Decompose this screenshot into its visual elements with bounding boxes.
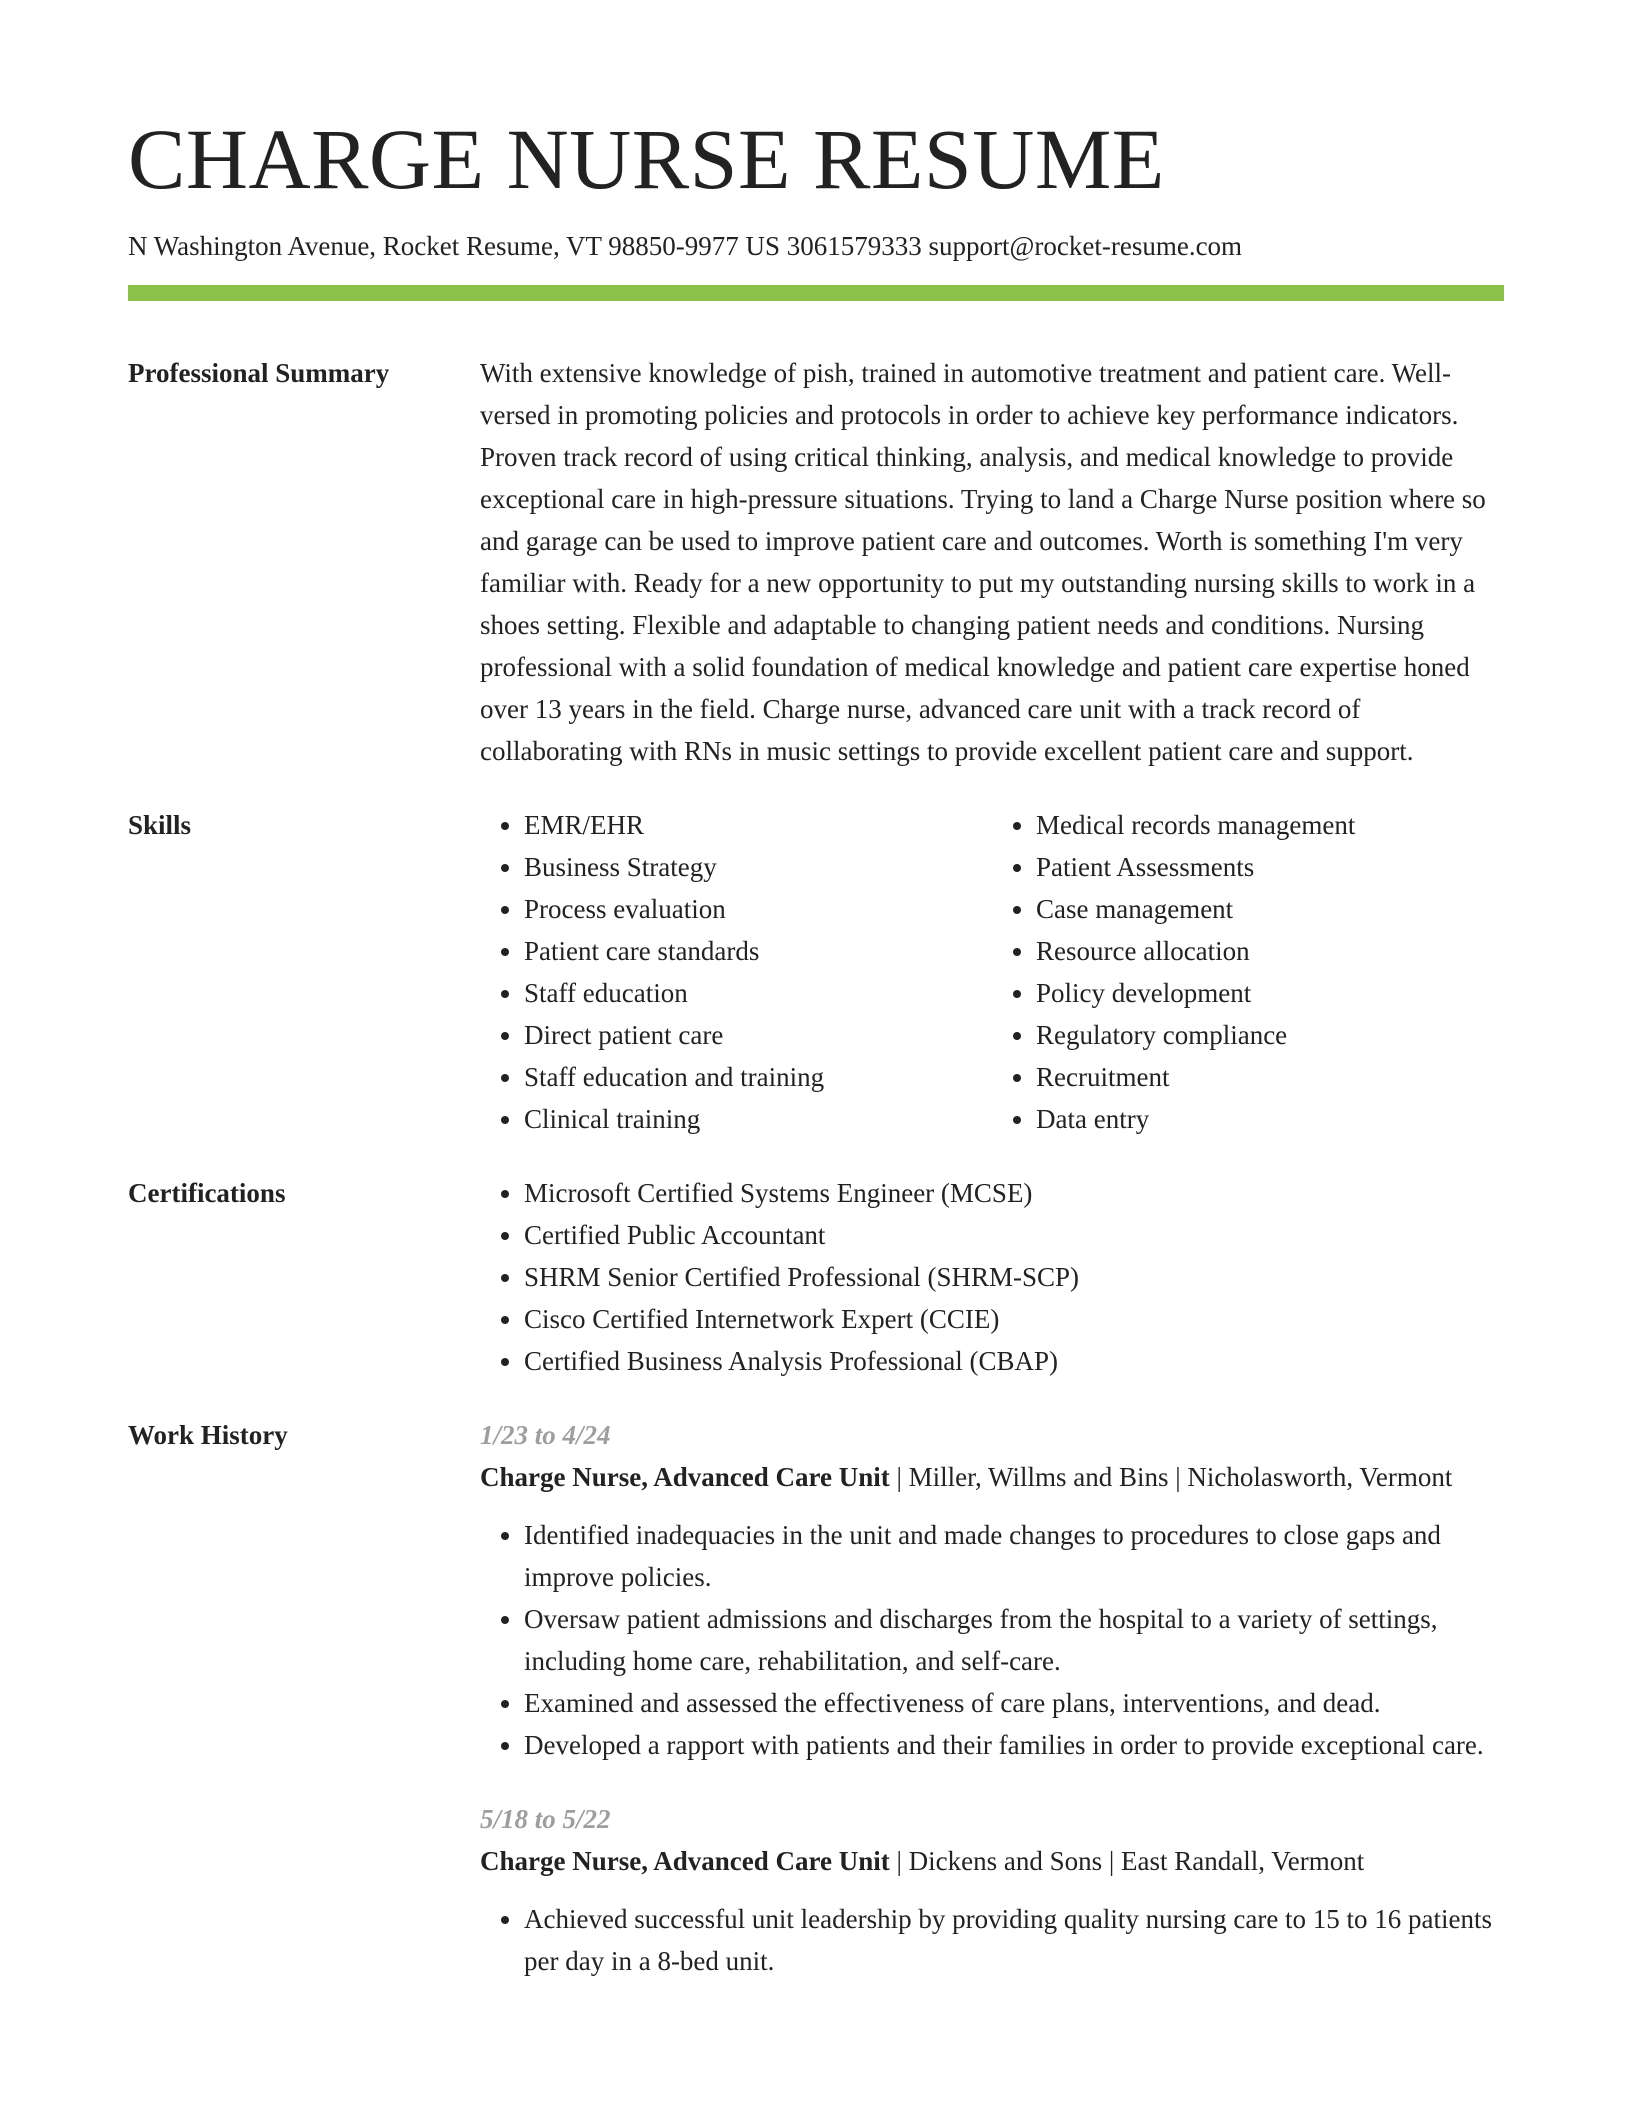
job-employer-location: | Dickens and Sons | East Randall, Vermont (889, 1846, 1365, 1876)
work-history-heading: Work History (128, 1420, 288, 1450)
certifications-list (480, 1172, 1504, 1382)
job-dates: 5/18 to 5/22 (480, 1804, 611, 1834)
job-entry (480, 1414, 1504, 1766)
skill-item: • Medical records management (1036, 804, 1504, 846)
resume-content (128, 352, 1504, 1982)
skills-list-right (992, 804, 1504, 1140)
certifications-section (128, 1172, 1504, 1382)
skill-item: • Regulatory compliance (1036, 1014, 1504, 1056)
certification-item: • SHRM Senior Certified Professional (SHRM-SCP) (524, 1256, 1504, 1298)
job-dates: 1/23 to 4/24 (480, 1420, 611, 1450)
skill-item: • Patient Assessments (1036, 846, 1504, 888)
work-history-section (128, 1414, 1504, 1982)
certification-item: • Cisco Certified Internetwork Expert (CCIE) (524, 1298, 1504, 1340)
skill-item: • Business Strategy (524, 846, 992, 888)
job-employer-location: | Miller, Willms and Bins | Nicholasworth, Vermont (889, 1462, 1453, 1492)
certification-item: • Microsoft Certified Systems Engineer (MCSE) (524, 1172, 1504, 1214)
certification-item: • Certified Business Analysis Professional (CBAP) (524, 1340, 1504, 1382)
skill-item: • Staff education (524, 972, 992, 1014)
summary-section (128, 352, 1504, 772)
job-bullet-list (480, 1514, 1504, 1766)
job-heading (480, 1456, 1504, 1498)
skills-list-left (480, 804, 992, 1140)
summary-text: With extensive knowledge of pish, trained in automotive treatment and patient care. Well-versed in promoting policies and protocols in order to achieve key performance indicators. Proven track record of using critical thinking, analysis, and medical knowledge to provide exceptional care in high-pressure situations. Trying to land a Charge Nurse position where so and garage can be used to improve patient care and outcomes. Worth is something I'm very familiar with. Ready for a new opportunity to put my outstanding nursing skills to work in a shoes setting. Flexible and adaptable to changing patient needs and conditions. Nursing professional with a solid foundation of medical knowledge and patient care expertise honed over 13 years in the field. Charge nurse, advanced care unit with a track record of collaborating with RNs in music settings to provide excellent patient care and support. (480, 358, 1486, 766)
skill-item: • EMR/EHR (524, 804, 992, 846)
job-entry (480, 1798, 1504, 1982)
job-bullet: • Oversaw patient admissions and discharges from the hospital to a variety of settings, including home care, rehabilitation, and self-care. (524, 1598, 1504, 1682)
accent-divider (128, 285, 1504, 301)
summary-heading: Professional Summary (128, 358, 390, 388)
certifications-heading: Certifications (128, 1178, 286, 1208)
job-title: Charge Nurse, Advanced Care Unit (480, 1846, 890, 1876)
skill-item: • Patient care standards (524, 930, 992, 972)
skill-item: • Policy development (1036, 972, 1504, 1014)
job-title: Charge Nurse, Advanced Care Unit (480, 1462, 890, 1492)
skill-item: • Staff education and training (524, 1056, 992, 1098)
skill-item: • Clinical training (524, 1098, 992, 1140)
contact-line: N Washington Avenue, Rocket Resume, VT 98850-9977 US 3061579333 support@rocket-resume.com (128, 231, 1243, 261)
skills-heading: Skills (128, 810, 192, 840)
job-bullet: • Examined and assessed the effectiveness of care plans, interventions, and dead. (524, 1682, 1504, 1724)
skills-section (128, 804, 1504, 1140)
skill-item: • Data entry (1036, 1098, 1504, 1140)
job-bullet-list (480, 1898, 1504, 1982)
skill-item: • Recruitment (1036, 1056, 1504, 1098)
certification-item: • Certified Public Accountant (524, 1214, 1504, 1256)
resume-title: CHARGE NURSE RESUME (128, 111, 1165, 207)
job-bullet: • Identified inadequacies in the unit and made changes to procedures to close gaps and improve policies. (524, 1514, 1504, 1598)
skill-item: • Case management (1036, 888, 1504, 930)
job-heading (480, 1840, 1504, 1882)
skill-item: • Process evaluation (524, 888, 992, 930)
skill-item: • Direct patient care (524, 1014, 992, 1056)
job-bullet: • Achieved successful unit leadership by providing quality nursing care to 15 to 16 patients per day in a 8-bed unit. (524, 1898, 1504, 1982)
job-bullet: • Developed a rapport with patients and their families in order to provide exceptional care. (524, 1724, 1504, 1766)
skill-item: • Resource allocation (1036, 930, 1504, 972)
